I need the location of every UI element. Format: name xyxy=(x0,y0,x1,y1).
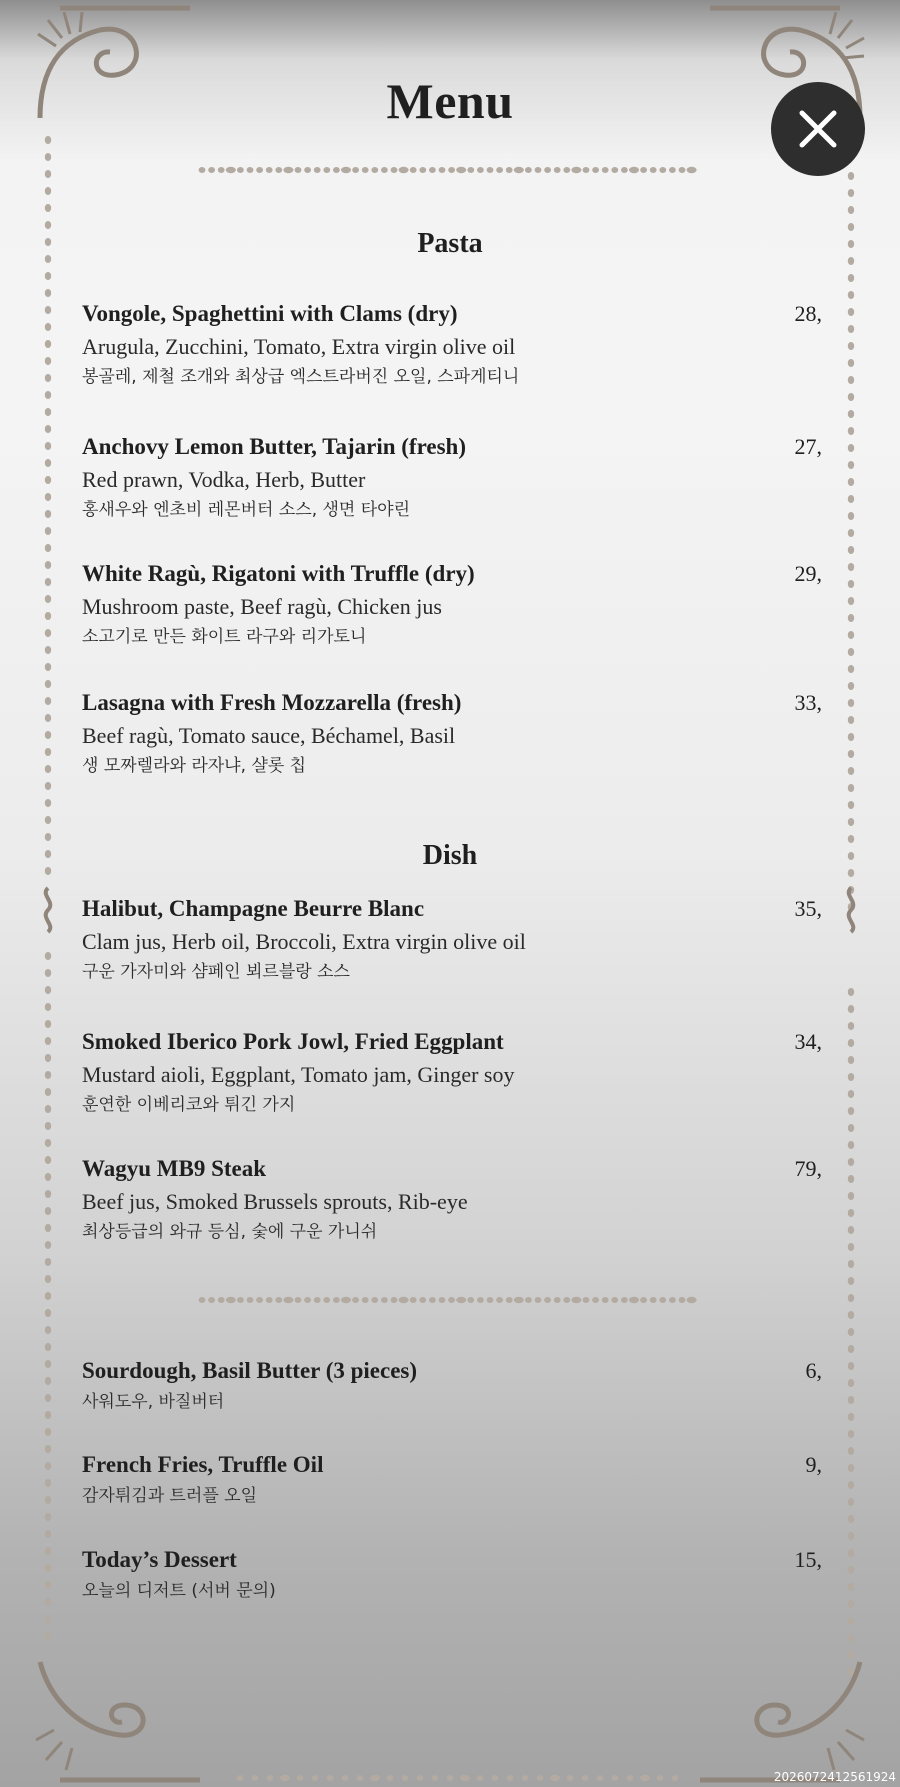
item-name: White Ragù, Rigatoni with Truffle (dry) xyxy=(82,561,475,586)
bottom-dotted-border xyxy=(237,1775,679,1781)
item-description: Beef jus, Smoked Brussels sprouts, Rib-eye xyxy=(82,1189,468,1214)
item-name: Wagyu MB9 Steak xyxy=(82,1156,267,1181)
close-button[interactable] xyxy=(771,82,865,176)
menu-item xyxy=(82,433,822,521)
menu-item xyxy=(82,895,822,983)
menu-item xyxy=(82,1357,822,1413)
item-description: Arugula, Zucchini, Tomato, Extra virgin olive oil xyxy=(82,334,516,359)
item-name: Halibut, Champagne Beurre Blanc xyxy=(82,896,425,921)
menu-item xyxy=(82,689,822,777)
item-description: Clam jus, Herb oil, Broccoli, Extra virgin olive oil xyxy=(82,929,526,954)
item-price: 9, xyxy=(805,1452,822,1477)
corner-ornament-bottom-right xyxy=(700,1662,864,1780)
item-price: 15, xyxy=(794,1547,822,1572)
item-price: 6, xyxy=(805,1358,822,1383)
item-price: 79, xyxy=(794,1156,822,1181)
section-title-dish: Dish xyxy=(422,840,478,871)
item-name: Smoked Iberico Pork Jowl, Fried Eggplant xyxy=(82,1029,504,1054)
menu-item xyxy=(82,1028,822,1116)
middle-divider xyxy=(199,1297,697,1303)
item-name: French Fries, Truffle Oil xyxy=(82,1452,324,1477)
menu-item xyxy=(82,1155,822,1243)
item-description: Mustard aioli, Eggplant, Tomato jam, Ginger soy xyxy=(82,1062,515,1087)
side-ornament-left xyxy=(46,888,51,932)
corner-ornament-bottom-left xyxy=(36,1662,200,1780)
item-description: Mushroom paste, Beef ragù, Chicken jus xyxy=(82,594,442,619)
item-price: 29, xyxy=(794,561,822,586)
item-korean-description: 최상등급의 와규 등심, 숯에 구운 가니쉬 xyxy=(82,1222,378,1242)
menu-item xyxy=(82,560,822,648)
timestamp: 20260724125619​24 xyxy=(773,1770,896,1784)
item-korean-description: 홍새우와 엔초비 레몬버터 소스, 생면 타야린 xyxy=(82,500,411,520)
item-price: 35, xyxy=(794,896,822,921)
item-korean-description: 오늘의 디저트 (서버 문의) xyxy=(82,1581,276,1601)
item-korean-description: 훈연한 이베리코와 튀긴 가지 xyxy=(82,1095,296,1115)
item-name: Lasagna with Fresh Mozzarella (fresh) xyxy=(82,690,462,715)
item-korean-description: 감자튀김과 트러플 오일 xyxy=(82,1486,258,1506)
section-title-pasta: Pasta xyxy=(417,228,483,259)
menu-item xyxy=(82,1546,822,1602)
item-name: Today’s Dessert xyxy=(82,1547,237,1572)
item-korean-description: 봉골레, 제철 조개와 최상급 엑스트라버진 오일, 스파게티니 xyxy=(82,367,520,387)
top-divider xyxy=(199,167,697,173)
side-ornament-right xyxy=(849,888,854,932)
item-price: 27, xyxy=(794,434,822,459)
item-description: Red prawn, Vodka, Herb, Butter xyxy=(82,467,366,492)
item-price: 33, xyxy=(794,690,822,715)
menu-item xyxy=(82,1451,822,1507)
item-name: Sourdough, Basil Butter (3 pieces) xyxy=(82,1358,418,1383)
item-korean-description: 구운 가자미와 샴페인 뵈르블랑 소스 xyxy=(82,962,350,982)
item-description: Beef ragù, Tomato sauce, Béchamel, Basil xyxy=(82,723,456,748)
close-icon xyxy=(798,109,838,149)
item-name: Vongole, Spaghettini with Clams (dry) xyxy=(82,301,458,326)
item-korean-description: 소고기로 만든 화이트 라구와 리가토니 xyxy=(82,627,367,647)
menu-title: Menu xyxy=(386,73,514,129)
item-price: 28, xyxy=(794,301,822,326)
item-name: Anchovy Lemon Butter, Tajarin (fresh) xyxy=(82,434,466,459)
item-korean-description: 생 모짜렐라와 라자냐, 샬롯 칩 xyxy=(82,756,307,776)
item-korean-description: 사워도우, 바질버터 xyxy=(82,1392,225,1412)
menu-item xyxy=(82,300,822,388)
item-price: 34, xyxy=(794,1029,822,1054)
